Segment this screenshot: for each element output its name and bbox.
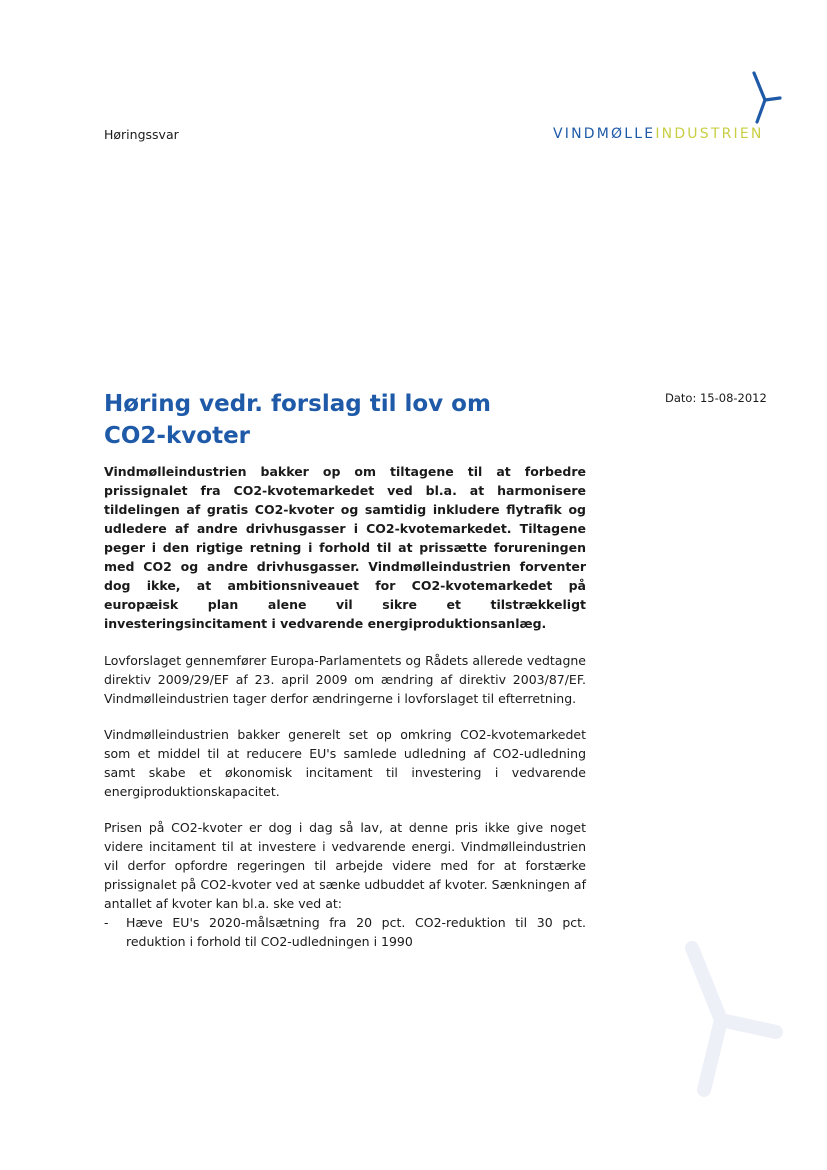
page-title: Høring vedr. forslag til lov om CO2-kvoter: [104, 391, 491, 449]
wind-turbine-watermark-icon: [676, 940, 786, 1100]
body-paragraph: Vindmølleindustrien bakker generelt set op omkring CO2-kvotemarkedet som et middel til at reducere EU's samlede udledning af CO2-udledning samt skabe et økonomisk incitament til investering i vedvarende energiproduktionskapacitet.: [104, 727, 586, 799]
lead-paragraph: Vindmølleindustrien bakker op om tiltagene til at forbedre prissignalet fra CO2-kvotemarkedet ved bl.a. at harmonisere tildelingen af gratis CO2-kvoter og samtidig inkludere flytrafik og udledere af andre drivhusgasser i CO2-kvotemarkedet. Tiltagene peger i den rigtige retning i forhold til at prissætte forureningen med CO2 og andre drivhusgasser. Vindmølleindustrien forventer dog ikke, at ambitionsniveauet for CO2-kvotemarkedet på europæisk plan alene vil sikre et tilstrækkeligt investeringsincitament i vedvarende energiproduktionsanlæg.: [104, 464, 586, 631]
list-item-text: Hæve EU's 2020-målsætning fra 20 pct. CO2-reduktion til 30 pct. reduktion i forhold til CO2-udledningen i 1990: [126, 915, 586, 949]
logo-text-part1: VINDMØLLE: [553, 126, 656, 142]
body-paragraph: Prisen på CO2-kvoter er dog i dag så lav, at denne pris ikke give noget videre incitament til at investere i vedvarende energi. Vindmølleindustrien vil derfor opfordre regeringen til arbejde videre med for at forstærke prissignalet på CO2-kvoter ved at sænke udbuddet af kvoter. Sænkningen af antallet af kvoter kan bl.a. ske ved at:: [104, 820, 586, 911]
logo-text-part2: INDUSTRIEN: [655, 126, 764, 142]
body-paragraph: Lovforslaget gennemfører Europa-Parlamentets og Rådets allerede vedtagne direktiv 2009/29/EF af 23. april 2009 om ændring af direktiv 2003/87/EF. Vindmølleindustrien tager derfor ændringerne i lovforslaget til efterretning.: [104, 653, 586, 706]
bullet-list: [104, 913, 586, 951]
document-date: Dato: 15-08-2012: [665, 391, 767, 405]
document-body: [104, 462, 586, 951]
bullet-marker: -: [104, 915, 109, 930]
list-item: [104, 913, 586, 951]
company-logo: [553, 126, 764, 142]
doc-type: Høringssvar: [104, 127, 179, 142]
wind-turbine-icon: [746, 70, 786, 126]
